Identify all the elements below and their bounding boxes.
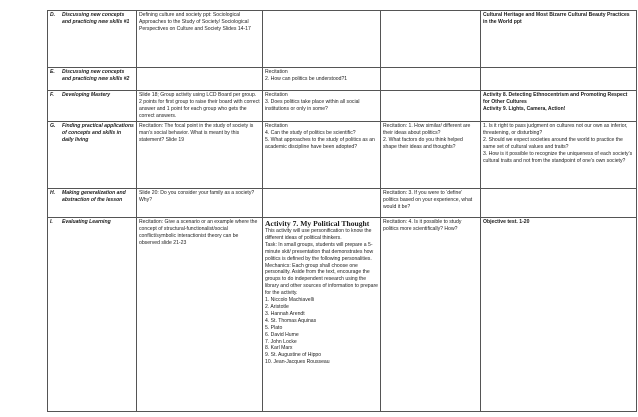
- row-letter: H.: [50, 190, 56, 196]
- row-letter: E.: [50, 69, 55, 75]
- list-item: 5. Plato: [265, 324, 283, 331]
- list-item: 4. St. Thomas Aquinas: [265, 317, 317, 324]
- day1-cell: Recitation: The focal point in the study of society is man’s social behavior. What is meant by this statement? Slide 19: [137, 122, 263, 189]
- day2-cell: [263, 218, 381, 412]
- day3-cell: Recitation: 4. Is it possible to study politics more scientifically? How?: [381, 218, 481, 412]
- table-row: [48, 122, 637, 189]
- procedure-label: [48, 189, 137, 218]
- list-item: 10. Jean-Jacques Rousseau: [265, 359, 330, 366]
- table-row: [48, 189, 637, 218]
- activity-title: Activity 7. My Political Thought: [265, 219, 370, 228]
- day2-cell: Recitation 3. Does politics take place within all social institutions or only in some?: [263, 91, 381, 122]
- day2-cell: Recitation 2. How can politics be understood?1: [263, 68, 381, 91]
- day1-cell: Slide 18; Group activity using LCD Board per group. 2 points for first group to raise their board with correct answer and 1 point for each group who gets the correct answers.: [137, 91, 263, 122]
- day3-cell: [381, 91, 481, 122]
- procedure-label: [48, 11, 137, 68]
- row-label-text: Discussing new concepts and practicing new skills #1: [62, 12, 130, 25]
- day1-cell: Defining culture and society ppt: Sociological Approaches to the Study of Society/ Sociological Perspectives on Culture and Society Slides 14-17: [137, 11, 263, 68]
- list-item: 3. Hannah Arendt: [265, 310, 305, 317]
- row-label-text: Discussing new concepts and practicing new skills #2: [62, 69, 130, 82]
- day4-cell: [481, 68, 637, 91]
- table-row: [48, 11, 637, 68]
- list-item: 8. Karl Marx: [265, 345, 293, 352]
- day4-cell: Activity 8. Detecting Ethnocentrism and Promoting Respect for Other Cultures Activity 9. Lights, Camera, Action!: [481, 91, 637, 122]
- row-letter: I.: [50, 219, 53, 225]
- row-label-text: Making generalization and abstraction of the lesson: [62, 190, 126, 203]
- list-item: 2. Aristotle: [265, 303, 289, 310]
- procedure-label: [48, 91, 137, 122]
- list-item: 9. St. Augustine of Hippo: [265, 352, 322, 359]
- day1-cell: Recitation: Give a scenario or an example where the concept of structural-functionalist/social conflict/symbolic interactionist theory can be observed slide 21-23: [137, 218, 263, 412]
- procedure-label: [48, 122, 137, 189]
- list-item: 6. David Hume: [265, 331, 299, 338]
- day1-cell: [137, 68, 263, 91]
- table-row: [48, 91, 637, 122]
- list-item: 7. John Locke: [265, 338, 297, 345]
- row-letter: G.: [50, 123, 56, 129]
- day4-cell: Objective test. 1-20: [481, 218, 637, 412]
- day3-cell: [381, 68, 481, 91]
- list-item: 1. Niccolo Machiavelli: [265, 297, 314, 304]
- row-label-text: Evaluating Learning: [62, 219, 111, 225]
- row-label-text: Finding practical applications of concepts and skills in daily living: [62, 123, 134, 143]
- day3-cell: [381, 11, 481, 68]
- procedure-label: [48, 68, 137, 91]
- day4-cell: 1. Is it right to pass judgment on cultures not our own as inferior, threatening, or disturbing? 2. Should we expect societies around the world to practice the same set of cultural values and traits? 3. How is it possible to recognize the uniqueness of each society’s cultural traits and not from the standpoint of one’s own society?: [481, 122, 637, 189]
- day4-cell: Cultural Heritage and Most Bizarre Cultural Beauty Practices in the World ppt: [481, 11, 637, 68]
- day3-cell: Recitation: 3. If you were to ‘define’ politics based on your experience, what would it be?: [381, 189, 481, 218]
- day4-cell: [481, 189, 637, 218]
- procedure-label: [48, 218, 137, 412]
- thinkers-list: [265, 297, 378, 366]
- day3-cell: Recitation: 1. How similar/ different are their ideas about politics? 2. What factors do you think helped shape their ideas and thoughts?: [381, 122, 481, 189]
- day2-cell: Recitation 4. Can the study of politics be scientific? 5. What approaches to the study of politics as an academic discipline have been adopted?: [263, 122, 381, 189]
- row-letter: F.: [50, 92, 54, 98]
- day1-cell: Slide 20: Do you consider your family as a society? Why?: [137, 189, 263, 218]
- row-letter: D.: [50, 12, 56, 18]
- activity-body: This activity will use personification to know the different ideas of political thinkers. Task: In small groups, students will prepare a 5-minute skit/ presentation that demonstrates how politics is defined by the following personalities. Mechanics: Each group shall choose one personality. Aside from the text, encourage the groups to do independent research using the library and other sources of information to prepare for the activity.: [265, 228, 378, 297]
- lesson-plan-table: [47, 10, 637, 412]
- table-row: [48, 68, 637, 91]
- day2-cell: [263, 11, 381, 68]
- day2-cell: [263, 189, 381, 218]
- row-label-text: Developing Mastery: [62, 92, 111, 98]
- table-row: [48, 218, 637, 412]
